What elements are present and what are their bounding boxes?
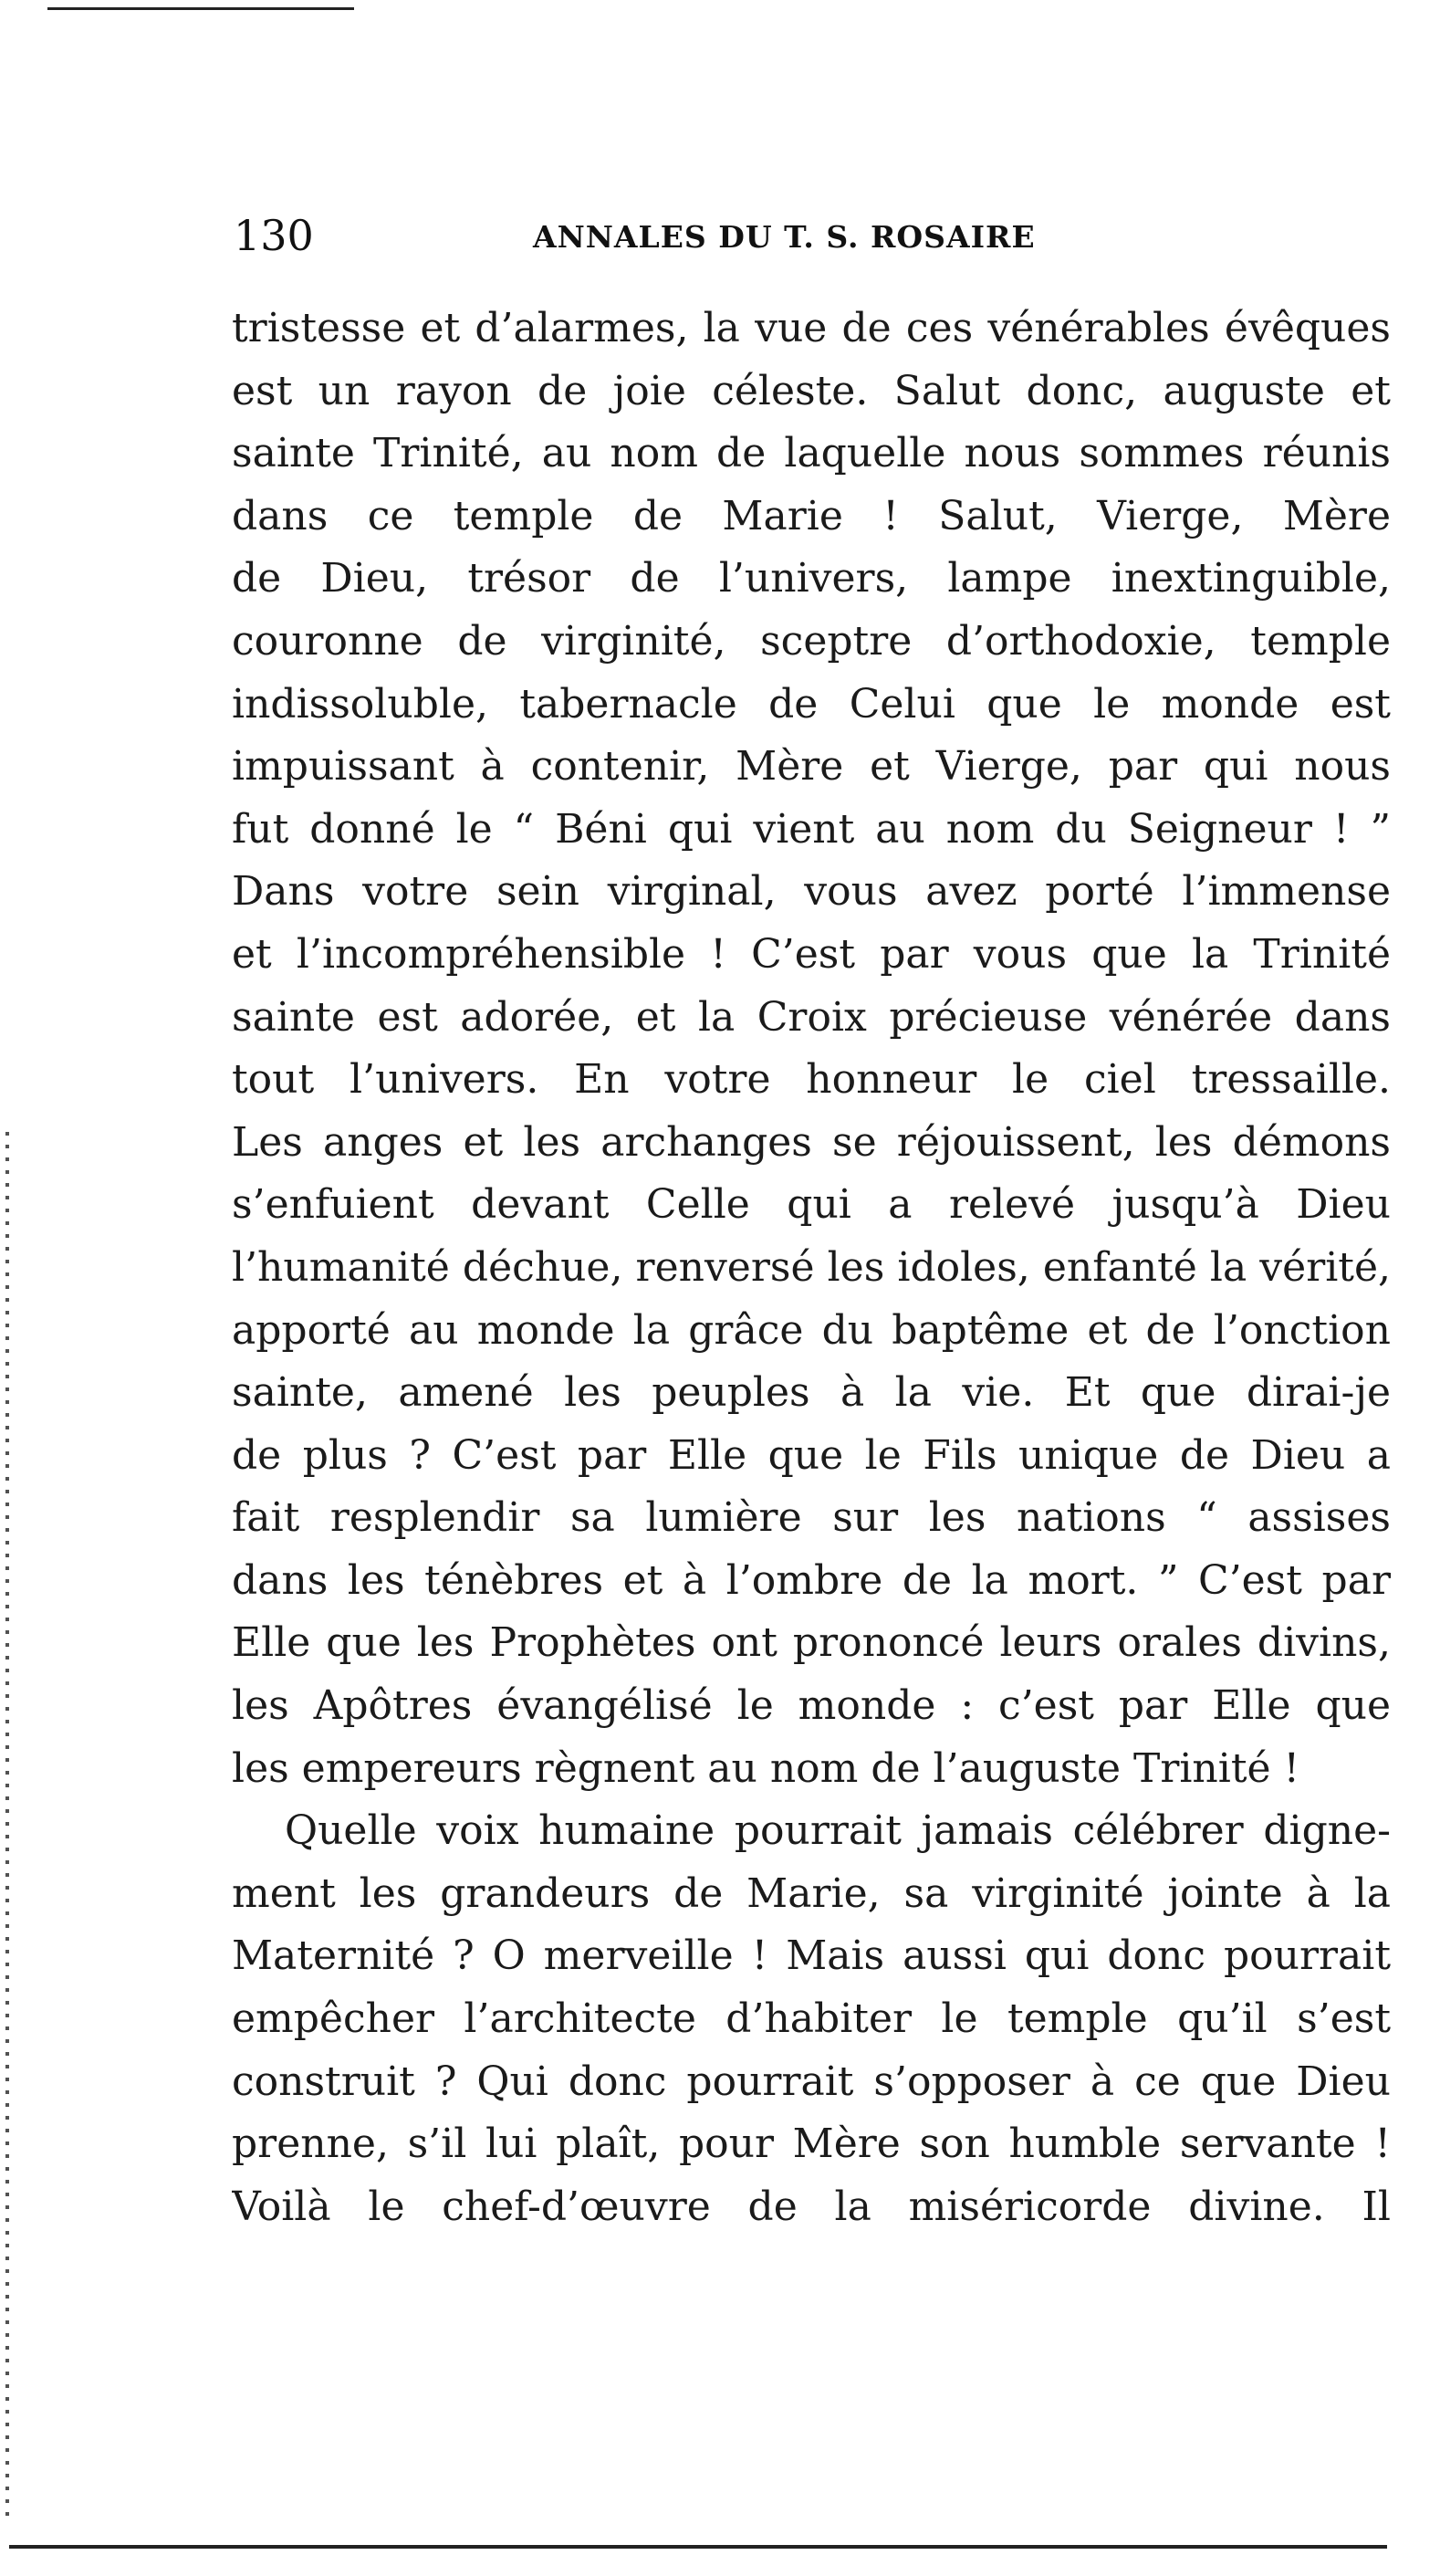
text-line: Maternité ? O merveille ! Mais aussi qui donc pourrait: [232, 1932, 1391, 1980]
text-line: tristesse et d’alarmes, la vue de ces vénérables évêques: [232, 305, 1391, 351]
top-rule: [47, 7, 354, 10]
text-line: tout l’univers. En votre honneur le ciel tressaille.: [232, 1056, 1391, 1104]
text-line: est un rayon de joie céleste. Salut donc, auguste et: [232, 367, 1391, 414]
binding-gutter: [5, 1132, 9, 2519]
text-line: les Apôtres évangélisé le monde : c’est par Elle que: [232, 1682, 1391, 1730]
text-line: fut donné le “ Béni qui vient au nom du Seigneur ! ”: [232, 805, 1391, 853]
text-line: construit ? Qui donc pourrait s’opposer à ce que Dieu: [232, 2058, 1391, 2105]
text-line: fait resplendir sa lumière sur les nations “ assises: [232, 1494, 1391, 1542]
text-line: prenne, s’il lui plaît, pour Mère son humble servante !: [232, 2120, 1391, 2168]
text-line: empêcher l’architecte d’habiter le temple qu’il s’est: [232, 1995, 1391, 2043]
text-line: de plus ? C’est par Elle que le Fils unique de Dieu a: [232, 1431, 1391, 1479]
text-line: dans ce temple de Marie ! Salut, Vierge, Mère: [232, 492, 1391, 539]
text-line: apporté au monde la grâce du baptême et de l’onction: [232, 1306, 1391, 1354]
page-number: 130: [234, 211, 314, 260]
text-line: et l’incompréhensible ! C’est par vous que la Trinité: [232, 930, 1391, 978]
text-line: sainte Trinité, au nom de laquelle nous sommes réunis: [232, 430, 1391, 477]
body-text: [232, 298, 1391, 2238]
text-line: Dans votre sein virginal, vous avez porté l’immense: [232, 868, 1391, 916]
text-line: s’enfuient devant Celle qui a relevé jusqu’à Dieu: [232, 1181, 1391, 1229]
text-line: sainte est adorée, et la Croix précieuse vénérée dans: [232, 993, 1391, 1041]
text-line: sainte, amené les peuples à la vie. Et que dirai-je: [232, 1369, 1391, 1417]
text-line: l’humanité déchue, renversé les idoles, enfanté la vérité,: [232, 1243, 1391, 1291]
text-line: les empereurs règnent au nom de l’auguste Trinité !: [232, 1744, 1300, 1792]
bottom-rule: [9, 2545, 1387, 2549]
text-line: ment les grandeurs de Marie, sa virginité jointe à la: [232, 1869, 1391, 1917]
text-line: couronne de virginité, sceptre d’orthodoxie, temple: [232, 617, 1391, 665]
text-line: indissoluble, tabernacle de Celui que le monde est: [232, 680, 1391, 728]
text-line: Quelle voix humaine pourrait jamais célébrer digne-: [285, 1807, 1391, 1855]
text-line: Elle que les Prophètes ont prononcé leurs orales divins,: [232, 1619, 1391, 1667]
text-line: de Dieu, trésor de l’univers, lampe inextinguible,: [232, 555, 1391, 602]
text-line: impuissant à contenir, Mère et Vierge, par qui nous: [232, 743, 1391, 791]
running-title: ANNALES DU T. S. ROSAIRE: [533, 219, 1036, 255]
text-line: dans les ténèbres et à l’ombre de la mort. ” C’est par: [232, 1556, 1391, 1604]
text-line: Les anges et les archanges se réjouissent, les démons: [232, 1118, 1391, 1166]
text-line: Voilà le chef-d’œuvre de la miséricorde divine. Il: [232, 2183, 1391, 2230]
